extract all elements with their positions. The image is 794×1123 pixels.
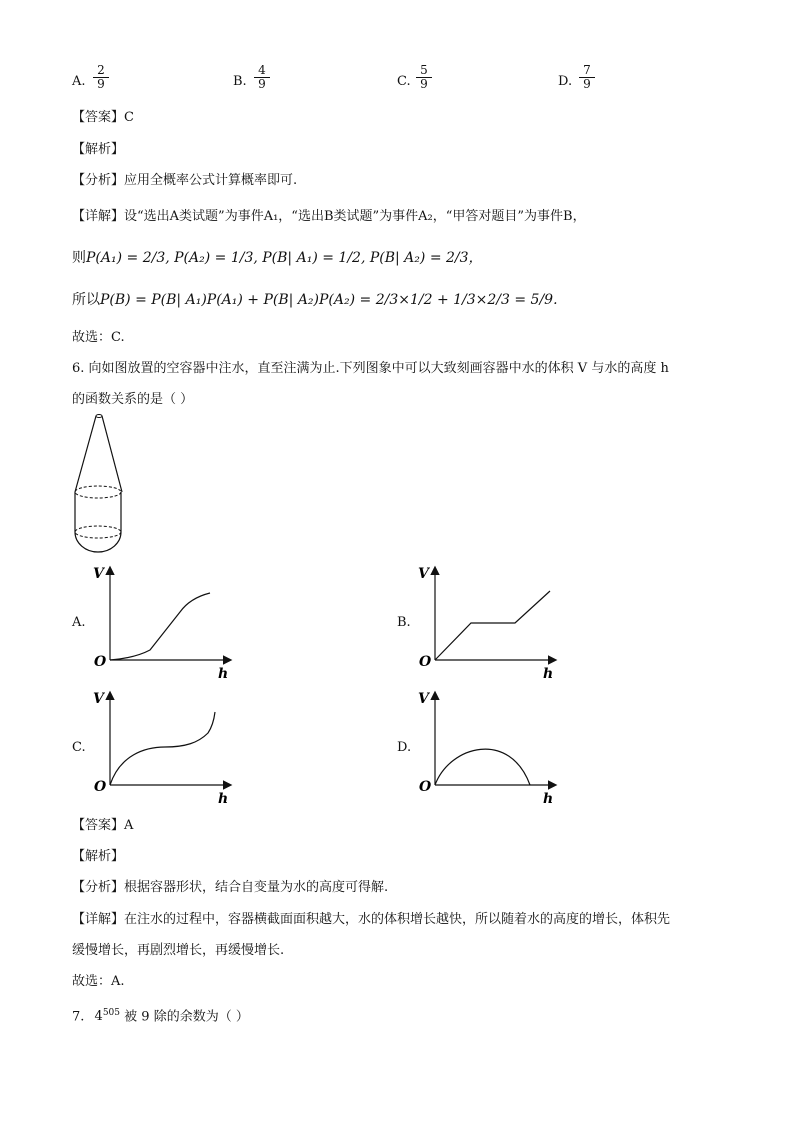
detail-prefix: 所以	[72, 292, 100, 308]
answer-value: C	[124, 110, 134, 125]
axis-v-label: V	[418, 566, 429, 582]
answer-tag: 【答案】	[72, 110, 125, 125]
q5-conclusion: 故选：C.	[72, 330, 125, 345]
detail-text: 设“选出A类试题”为事件A₁，“选出B类试题”为事件A₂，“甲答对题目”为事件B，	[124, 209, 586, 224]
axis-v-label: V	[93, 691, 104, 707]
fenxi-text: 应用全概率公式计算概率即可.	[124, 173, 298, 188]
q6-detail-line2: 缓慢增长，再剧烈增长，再缓慢增长.	[72, 943, 285, 958]
origin-label: O	[419, 654, 432, 670]
q6-detail-line1	[72, 912, 670, 928]
question-text: 被 9 除的余数为（ ）	[124, 1009, 249, 1025]
axis-h-label: h	[543, 791, 554, 807]
fenxi-tag: 【分析】	[72, 880, 125, 895]
origin-label: O	[94, 779, 107, 795]
graph-c	[90, 685, 240, 810]
probability-values: P(A₁) = 2/3, P(A₂) = 1/3, P(B| A₁) = 1/2, P(B| A₂) = 2/3，	[86, 250, 483, 266]
option-letter: D.	[558, 74, 573, 89]
xiangjie-tag: 【详解】	[72, 912, 125, 927]
option-letter: B.	[233, 74, 247, 89]
graph-c-label: C.	[72, 740, 86, 755]
axis-v-label: V	[93, 566, 104, 582]
power-exponent: 505	[102, 1008, 121, 1018]
axis-v-label: V	[418, 691, 429, 707]
graph-b	[415, 560, 565, 685]
total-probability-formula: P(B) = P(B| A₁)P(A₁) + P(B| A₂)P(A₂) = 2/3×1/2 + 1/3×2/3 = 5/9.	[100, 292, 558, 308]
q5-fenxi	[72, 173, 297, 189]
graph-a	[90, 560, 240, 685]
q6-fenxi	[72, 880, 388, 896]
curve-c	[110, 712, 215, 785]
answer-value: A	[124, 818, 134, 833]
container-figure	[60, 410, 150, 570]
option-letter: A.	[72, 74, 86, 89]
q6-stem-line2: 的函数关系的是（ ）	[72, 392, 194, 407]
option-fraction: $\frac{4}{9}$	[254, 64, 270, 91]
option-fraction: $\frac{2}{9}$	[93, 64, 109, 91]
q7-stem	[72, 1005, 249, 1025]
option-fraction: $\frac{7}{9}$	[579, 64, 595, 91]
graph-d	[415, 685, 565, 810]
axis-h-label: h	[543, 666, 554, 682]
answer-tag: 【答案】	[72, 818, 125, 833]
xiangjie-tag: 【详解】	[72, 209, 125, 224]
curve-b	[435, 591, 550, 660]
curve-d	[435, 749, 530, 785]
graph-b-label: B.	[397, 615, 411, 630]
detail-prefix: 则	[72, 250, 86, 266]
detail-text: 在注水的过程中，容器横截面面积越大，水的体积增长越快，所以随着水的高度的增长，体积先	[124, 912, 671, 927]
q5-detail-line2	[72, 250, 483, 266]
option-letter: C.	[397, 74, 411, 89]
q6-stem-line1: 6. 向如图放置的空容器中注水，直至注满为止.下列图象中可以大致刻画容器中水的体积 V 与水的高度 h	[72, 361, 669, 376]
origin-label: O	[94, 654, 107, 670]
graph-d-label: D.	[397, 740, 412, 755]
q5-answer	[72, 110, 134, 126]
q5-detail-line1	[72, 209, 586, 225]
curve-a	[110, 593, 210, 660]
fenxi-tag: 【分析】	[72, 173, 125, 188]
axis-h-label: h	[218, 666, 229, 682]
power-base: 4	[94, 1009, 103, 1025]
q5-detail-line3	[72, 292, 558, 308]
question-number: 7.	[72, 1009, 85, 1025]
q6-conclusion: 故选：A.	[72, 974, 125, 989]
fenxi-text: 根据容器形状，结合自变量为水的高度可得解.	[124, 880, 389, 895]
q6-answer	[72, 818, 133, 834]
axis-h-label: h	[218, 791, 229, 807]
q5-analysis-tag: 【解析】	[72, 142, 125, 157]
origin-label: O	[419, 779, 432, 795]
option-fraction: $\frac{5}{9}$	[416, 64, 432, 91]
q6-analysis-tag: 【解析】	[72, 849, 125, 864]
graph-a-label: A.	[72, 615, 86, 630]
